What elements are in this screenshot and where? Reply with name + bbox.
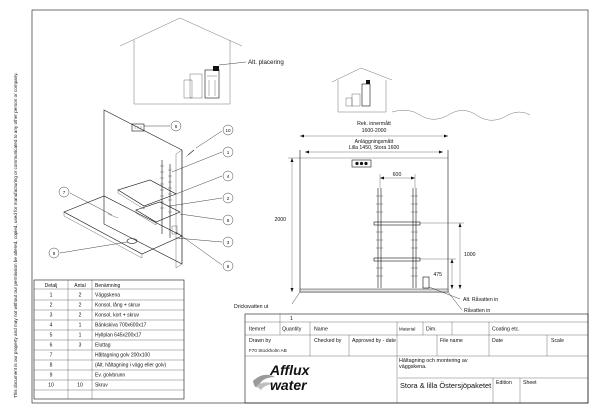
svg-text:5: 5	[226, 217, 230, 223]
side-note: This document is our property and may not without our permission be altered, copied, used for manufacturing or communicated to any other person or company.	[13, 72, 18, 398]
filter-unit-icon	[205, 70, 219, 98]
quantity-value: 1	[290, 315, 293, 322]
svg-text:Skruv: Skruv	[95, 382, 108, 389]
dim-600: 600	[392, 172, 402, 178]
dricksvatten-label: Dricksvatten ut	[234, 304, 269, 310]
svg-text:water: water	[270, 377, 307, 393]
bom-row	[50, 323, 147, 329]
edition-label: Edition	[496, 380, 512, 386]
svg-text:4: 4	[49, 322, 53, 329]
svg-text:Afflux: Afflux	[270, 362, 310, 378]
alt-placering-label: Alt. placering	[248, 59, 284, 66]
svg-text:Eluttag: Eluttag	[95, 342, 111, 349]
svg-text:10: 10	[77, 382, 83, 389]
drawing-title: Stora & lilla Östersjöpaketet	[400, 381, 492, 390]
bom-row	[50, 362, 167, 369]
svg-text:6: 6	[174, 123, 178, 129]
svg-text:10: 10	[225, 127, 231, 133]
bom-row	[50, 373, 126, 379]
itemref-label: Itemref	[249, 326, 266, 333]
ravatten-label: Råvatten in	[464, 308, 491, 314]
approved-by-label: Approved by - date	[352, 338, 396, 344]
svg-text:Bänkskiva 700x600x17: Bänkskiva 700x600x17	[95, 322, 147, 329]
svg-text:3: 3	[49, 312, 53, 319]
svg-text:2: 2	[226, 195, 230, 201]
house-sketch-small	[332, 68, 392, 112]
svg-text:1: 1	[78, 322, 82, 329]
svg-text:4: 4	[226, 173, 230, 179]
dim-label: Dim.	[426, 326, 437, 333]
quantity-label: Quantity	[282, 326, 302, 333]
house-sketch-large	[120, 18, 246, 104]
svg-text:10: 10	[48, 382, 54, 389]
date-label: Date	[492, 338, 503, 344]
coating-label: Coating etc.	[492, 326, 520, 333]
svg-text:6: 6	[49, 342, 53, 349]
callout-5	[223, 215, 233, 225]
name-label: Name	[314, 326, 328, 333]
svg-text:Detalj: Detalj	[44, 282, 58, 289]
svg-text:3: 3	[78, 342, 82, 349]
svg-text:2: 2	[78, 312, 82, 319]
checked-by-label: Checked by	[314, 338, 342, 344]
rek-innermatt-label: Rek. innermått	[357, 121, 391, 127]
description-cell: Håltagning och montering av väggskena.	[399, 358, 468, 371]
scale-label: Scale	[551, 338, 564, 344]
bom-row	[50, 333, 142, 339]
svg-text:Konsol, kort + skruv: Konsol, kort + skruv	[95, 312, 140, 319]
svg-text:5: 5	[49, 332, 53, 339]
floor-drain-icon	[127, 239, 137, 244]
svg-text:8: 8	[226, 263, 230, 269]
bom-row	[50, 302, 141, 309]
bom-row	[50, 293, 121, 299]
callout-10	[223, 125, 233, 135]
afflux-water-logo	[253, 362, 311, 393]
lilla-stora-label: Lilla 1450, Stora 1600	[348, 145, 400, 151]
rek-innermatt-value: 1600-2000	[361, 128, 387, 134]
dim-1000: 1000	[464, 252, 476, 258]
bom-row	[50, 313, 140, 319]
svg-text:3: 3	[226, 239, 230, 245]
anlaggningsmatt-label: Anläggningsmått	[354, 139, 394, 145]
callout-leaders	[60, 123, 222, 265]
bom-row	[48, 383, 108, 389]
svg-text:Konsol, lång + skruv: Konsol, lång + skruv	[95, 302, 141, 309]
bom-row	[50, 352, 151, 359]
svg-text:1: 1	[49, 292, 53, 299]
svg-text:Antal: Antal	[74, 282, 86, 289]
shelf-upper	[118, 180, 176, 206]
alt-ravatten-label: Alt. Råvatten in	[463, 297, 499, 303]
material-label: Material	[399, 326, 416, 332]
svg-text:2: 2	[49, 302, 53, 309]
svg-text:Väggskena: Väggskena	[95, 292, 121, 299]
dim-475: 475	[433, 272, 442, 278]
callout-2	[223, 193, 233, 203]
svg-text:Benämning: Benämning	[95, 282, 121, 289]
svg-text:7: 7	[49, 352, 53, 359]
front-elevation	[300, 150, 448, 292]
dim-2000: 2000	[274, 217, 286, 223]
callout-9	[49, 248, 59, 258]
file-name-label: File name	[440, 338, 463, 344]
callout-4	[223, 171, 233, 181]
svg-text:9: 9	[49, 372, 53, 379]
callout-7	[59, 187, 69, 197]
drawn-by-label: Drawn by	[249, 338, 271, 344]
sheet-label: Sheet	[523, 380, 537, 386]
svg-text:1: 1	[226, 149, 230, 155]
callout-6	[171, 121, 181, 131]
drawn-by-value: F70 Stockholm AB	[249, 348, 287, 353]
svg-text:(Alt. håltagning i vägg eller: (Alt. håltagning i vägg eller golv)	[95, 362, 167, 369]
isometric-assembly	[64, 110, 194, 268]
svg-text:Håltagning golv 200x100: Håltagning golv 200x100	[95, 352, 151, 359]
outlet-icon	[213, 66, 219, 71]
ground-line	[392, 110, 530, 120]
bom-row	[50, 343, 111, 349]
svg-text:Ev. golvbrunn: Ev. golvbrunn	[95, 372, 126, 379]
bom-header	[45, 283, 121, 289]
svg-text:7: 7	[62, 189, 66, 195]
svg-text:2: 2	[78, 302, 82, 309]
svg-text:Hyllplan 645x200x17: Hyllplan 645x200x17	[95, 332, 142, 339]
svg-text:8: 8	[49, 362, 53, 369]
callout-3	[223, 237, 233, 247]
svg-text:9: 9	[52, 250, 56, 256]
callout-8	[223, 261, 233, 271]
callout-1	[223, 147, 233, 157]
svg-text:1: 1	[78, 332, 82, 339]
water-inlet-icon	[423, 277, 429, 288]
svg-text:2: 2	[78, 292, 82, 299]
